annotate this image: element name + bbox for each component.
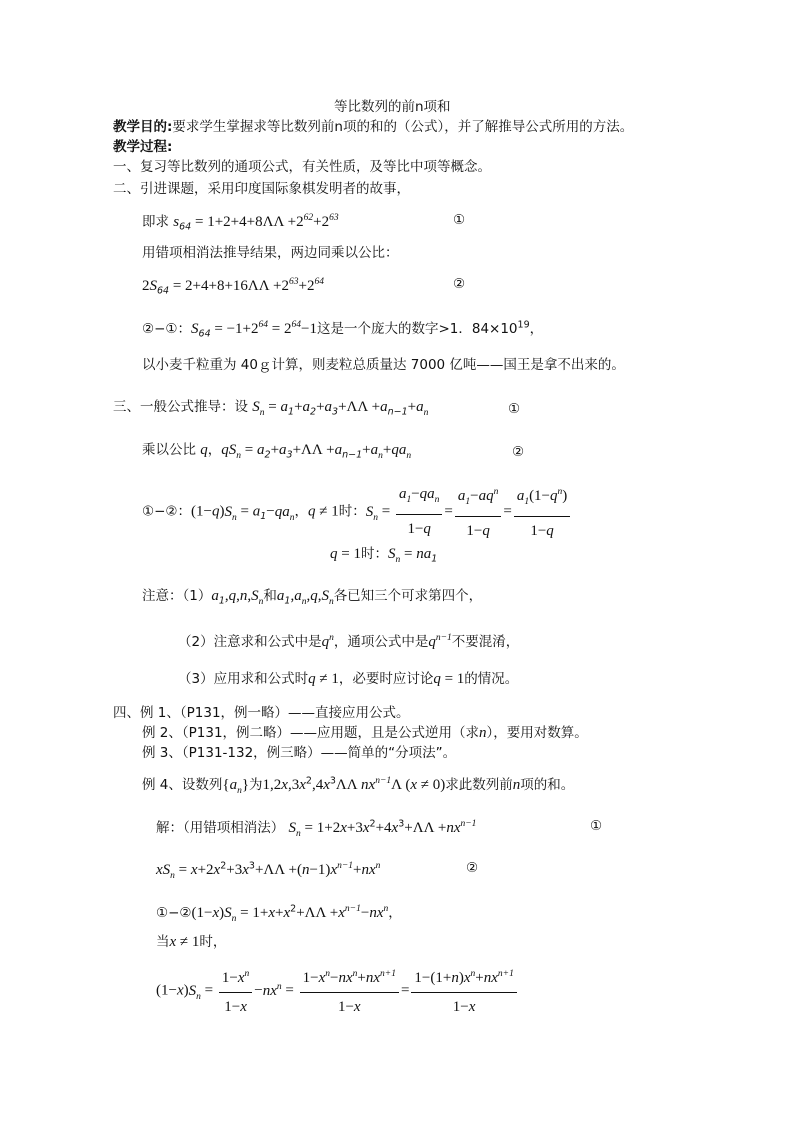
process-label: 教学过程: [113, 139, 173, 155]
section-2: 二、引进课题，采用印度国际象棋发明者的故事， [113, 181, 410, 197]
solution-eq-1: 解：（用错项相消法） $S_n = 1+2x+3x^2+4x^3+\Lambda\Lambda +nx^{n-1}$ [156, 818, 477, 839]
section-1: 一、复习等比数列的通项公式，有关性质，及等比中项等概念。 [113, 159, 491, 175]
note2-c: 不要混淆， [451, 634, 520, 650]
note2-b: ，通项公式中是 [333, 634, 429, 650]
circle-2-label-s3: ② [512, 444, 525, 460]
note1-mid: 和 [263, 588, 277, 604]
circle-1-label-s3: ① [508, 401, 521, 417]
objective-label: 教学目的: [113, 119, 173, 135]
wheat-text: 以小麦千粒重为 40ｇ计算，则麦粒总质量达 7000 亿吨——国王是拿不出来的。 [142, 357, 625, 373]
diff-label: ①−②： [142, 503, 192, 520]
ex4-a: 例 4、设数列 [142, 777, 223, 793]
note-label: 注意：（1） [142, 588, 212, 604]
method-text: 用错项相消法推导结果，两边同乘以公比： [142, 245, 399, 261]
ex4-b: 为 [249, 777, 263, 793]
mult-text: 乘以公比 [142, 442, 201, 458]
solution-final: $(1-x)S_n$ = $\frac{1-x^n}{1-x}$ $-nx^n$ = $\frac{1-x^n-nx^n+nx^{n+1}}{1-x}$ = $\frac{1-(1+n)x^n+nx^{n+1}}{1-x}$ [156, 962, 519, 1019]
2s64-equation: $2S_{64} = 2+4+8+16\Lambda\Lambda +2^{63}+2^{64}$ [142, 277, 324, 297]
note-1: 注意：$(1)a_1,q,n,S_n$和$a_1,a_n,q,S_n$各已知三个可求第四个， [142, 588, 483, 607]
ex4-c: 求此数列前 [445, 777, 513, 793]
page-title [334, 98, 451, 116]
note3-c: 的情况。 [464, 671, 519, 687]
circle-2-label: ② [453, 276, 466, 292]
note3-b: ，必要时应讨论 [338, 671, 434, 687]
difference-line: ②−①：$S_{64} = -1+2^{64} = 2^{64}-1$这是一个庞大的数字>1．$84\times 10^{19}$， [142, 319, 544, 340]
sol-when-end: 时， [199, 934, 227, 950]
note1-end: 各已知三个可求第四个， [333, 588, 483, 604]
example-2: 例 2、（P131，例二略）——应用题，且是公式逆用（求n），要用对数算。 [142, 725, 588, 741]
sol-when: 当 [156, 934, 170, 950]
example-4: 例 4、设数列$\{a_n\}$为$1,2x,3x^2,4x^3\Lambda\Lambda$ $nx^{n-1}\Lambda$ (x ≠ 0)求此数列前n项的和。 [142, 775, 575, 796]
diff-text: 这是一个庞大的数字>1．84×10 [316, 321, 518, 337]
diff-prefix: ②−①： [142, 321, 192, 337]
note3-a: （3）应用求和公式时 [178, 671, 309, 687]
circle-2-label-sol: ② [466, 860, 479, 876]
ex2-end: ），要用对数算。 [486, 725, 588, 741]
note-3: （3）应用求和公式时q ≠ 1，必要时应讨论q = 1的情况。 [178, 671, 519, 687]
general-formula: ①−②：$(1-q)S_n = a_1-qa_n$，q ≠ 1时：$S_n$ = $\frac{a_1-qa_n}{1-q}$ = $\frac{a_1-aq^n}{1-q}$ = $\frac{a_1(1-q^n)}{1-q}$ [142, 480, 572, 543]
solution-label: 解：（用错项相消法） [156, 820, 285, 836]
note2-a: （2）注意求和公式中是 [178, 634, 322, 650]
note-2: （2）注意求和公式中是$q^n$，通项公式中是$q^{n-1}$不要混淆， [178, 633, 520, 650]
title-text: 等比数列的前n项和 [334, 99, 451, 115]
when-text-1: 时： [338, 503, 366, 520]
solution-diff: $①-②(1-x)S_n = 1+x+x^2+\Lambda\Lambda +x^{n-1}-nx^n$， [156, 903, 402, 924]
ask-text: 即求 [142, 214, 174, 230]
objective-text: 要求学生掌握求等比数列前n项的和的（公式），并了解推导公式所用的方法。 [172, 119, 634, 135]
circle-1-label: ① [453, 212, 466, 228]
q-equals-1-case: q = 1时：$S_n = na_1$ [330, 546, 438, 565]
example-3: 例 3、（P131-132，例三略）——简单的“分项法”。 [142, 745, 457, 761]
solution-when: 当x ≠ 1时， [156, 934, 227, 950]
objective-line [113, 118, 633, 136]
multiply-line: 乘以公比 q，$qS_n = a_2+a_3+\Lambda\Lambda +a_{n-1}+a_n+qa_n$ [142, 442, 412, 461]
ex4-d: 项的和。 [520, 777, 575, 793]
s64-equation: 即求 $s_{64} = 1+2+4+8\Lambda\Lambda +2^{62}+2^{63}$ [142, 213, 339, 233]
circle-1-label-sol: ① [590, 818, 603, 834]
section-3-label: 三、一般公式推导：设 [113, 399, 253, 415]
section-3: 三、一般公式推导：设 $S_n = a_1+a_2+a_3+\Lambda\Lambda +a_{n-1}+a_n$ [113, 399, 429, 418]
solution-eq-2: $xS_n = x+2x^2+3x^3+\Lambda\Lambda +(n-1)x^{n-1}+nx^n$ [156, 860, 381, 881]
ex2-text: 例 2、（P131，例二略）——应用题，且是公式逆用（求 [142, 725, 480, 741]
example-1: 四、例 1、（P131，例一略）——直接应用公式。 [113, 705, 410, 721]
when-text-2: 时： [360, 546, 388, 562]
